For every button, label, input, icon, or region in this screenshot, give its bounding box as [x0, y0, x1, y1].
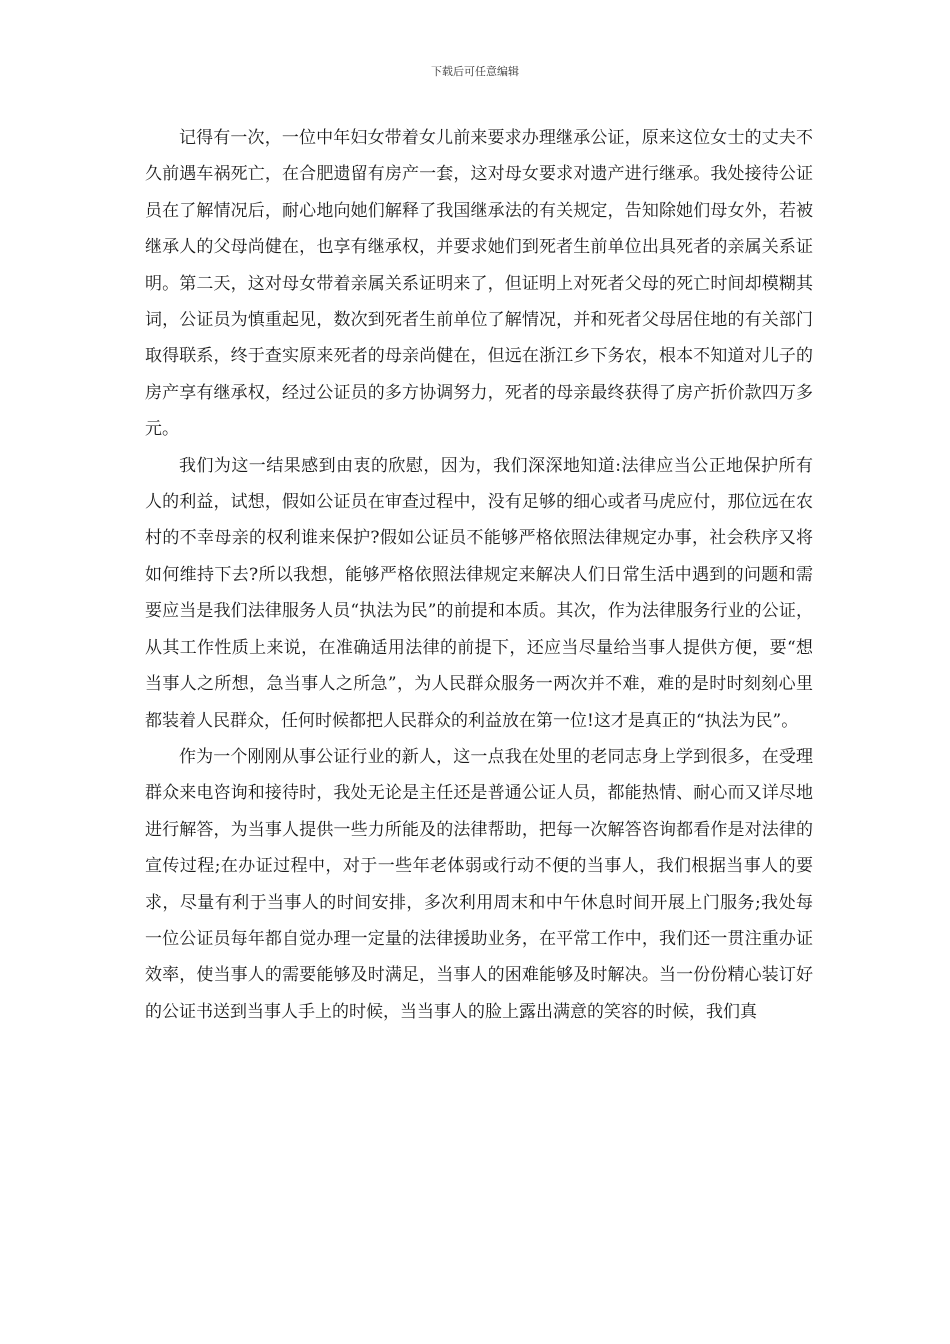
document-body	[145, 120, 813, 1030]
paragraph-law-for-people: 我们为这一结果感到由衷的欣慰，因为，我们深深地知道:法律应当公正地保护所有人的利益，试想，假如公证员在审查过程中，没有足够的细心或者马虎应付，那位远在农村的不幸母亲的权利谁来保护?假如公证员不能够严格依照法律规定办事，社会秩序又将如何维持下去?所以我想，能够严格依照法律规定来解决人们日常生活中遇到的问题和需要应当是我们法律服务人员“执法为民”的前提和本质。其次，作为法律服务行业的公证，从其工作性质上来说，在准确适用法律的前提下，还应当尽量给当事人提供方便，要“想当事人之所想，急当事人之所急”，为人民群众服务一两次并不难，难的是时时刻刻心里都装着人民群众，任何时候都把人民群众的利益放在第一位!这才是真正的“执法为民”。	[145, 455, 813, 731]
page-header: 下载后可任意编辑	[431, 65, 519, 78]
paragraph-new-notary-experience: 作为一个刚刚从事公证行业的新人，这一点我在处里的老同志身上学到很多，在受理群众来电咨询和接待时，我处无论是主任还是普通公证人员，都能热情、耐心而又详尽地进行解答，为当事人提供一些力所能及的法律帮助，把每一次解答咨询都看作是对法律的宣传过程;在办证过程中，对于一些年老体弱或行动不便的当事人，我们根据当事人的要求，尽量有利于当事人的时间安排，多次利用周末和中午休息时间开展上门服务;我处每一位公证员每年都自觉办理一定量的法律援助业务，在平常工作中，我们还一贯注重办证效率，使当事人的需要能够及时满足，当事人的困难能够及时解决。当一份份精心装订好的公证书送到当事人手上的时候，当当事人的脸上露出满意的笑容的时候，我们真	[145, 746, 813, 1022]
paragraph-inheritance-case: 记得有一次，一位中年妇女带着女儿前来要求办理继承公证，原来这位女士的丈夫不久前遇车祸死亡，在合肥遗留有房产一套，这对母女要求对遗产进行继承。我处接待公证员在了解情况后，耐心地向她们解释了我国继承法的有关规定，告知除她们母女外，若被继承人的父母尚健在，也享有继承权，并要求她们到死者生前单位出具死者的亲属关系证明。第二天，这对母女带着亲属关系证明来了，但证明上对死者父母的死亡时间却模糊其词，公证员为慎重起见，数次到死者生前单位了解情况，并和死者父母居住地的有关部门取得联系，终于查实原来死者的母亲尚健在，但远在浙江乡下务农，根本不知道对儿子的房产享有继承权，经过公证员的多方协调努力，死者的母亲最终获得了房产折价款四万多元。	[145, 128, 813, 440]
